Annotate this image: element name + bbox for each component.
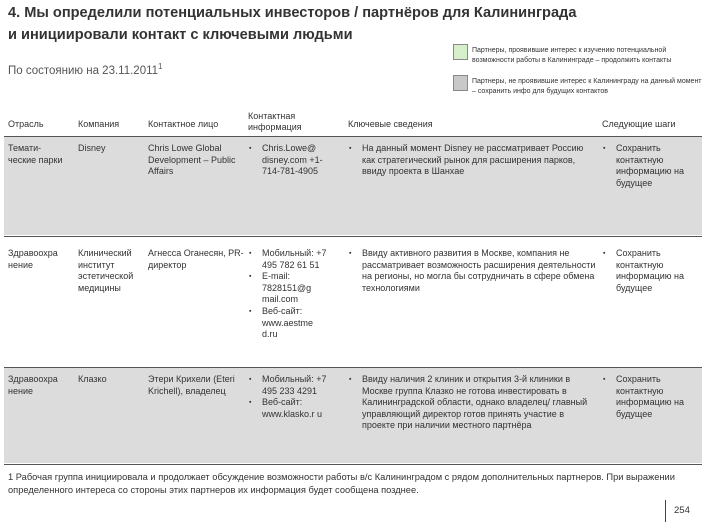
cell-key-info	[348, 374, 598, 432]
header-contact: Контактное лицо	[148, 119, 219, 129]
list-item: ▪ Мобильный: +7 495 782 61 51	[248, 248, 330, 271]
cell-next-steps	[602, 248, 698, 294]
legend-swatch-not-interested	[453, 75, 468, 91]
header-company: Компания	[78, 119, 120, 129]
subtitle	[8, 62, 162, 77]
list-item: ▪ Ввиду наличия 2 клиник и открытия 3-й клиники в Москве группа Клазко не готова инвестировать в Калининградской области, однако владелец/ главный управляющий директор готов принять участие в проекте при наличии местного партнёра	[348, 374, 598, 432]
subtitle-footnote-ref: 1	[158, 62, 163, 71]
cell-contact-info	[248, 248, 330, 341]
list-item: ▪ Ввиду активного развития в Москве, компания не рассматривает возможность расширения деятельности на регионы, но могла бы сотрудничать в сфере обмена технологиями	[348, 248, 604, 294]
cell-contact: Chris Lowe Global Development – Public Affairs	[148, 143, 236, 177]
cell-industry: Здравоохра нение	[8, 248, 58, 270]
page-number-divider	[665, 500, 666, 522]
cell-next-steps	[602, 143, 698, 189]
cell-company: Клазко	[78, 374, 107, 384]
legend-text-interested: Партнеры, проявившие интерес к изучению потенциальной возможности работы в Калининграде – продолжить контакты	[472, 47, 672, 64]
list-item: ▪ Сохранить контактную информацию на будущее	[602, 143, 698, 189]
cell-key-info	[348, 248, 604, 294]
table-bottom-divider	[4, 464, 702, 465]
cell-industry: Темати-ческие парки	[8, 143, 63, 165]
table-row	[4, 137, 702, 235]
footnote: 1 Рабочая группа инициировала и продолжает обсуждение возможности работы в/с Калининградом с рядом дополнительных партнеров. При выражении определенного интереса со стороны этих партнеров их информация будет сообщена позднее.	[8, 472, 675, 495]
page-number: 254	[674, 505, 690, 516]
list-item: ▪ Chris.Lowe@ disney.com +1-714-781-4905	[248, 143, 330, 178]
list-item: ▪ Сохранить контактную информацию на будущее	[602, 248, 698, 294]
legend-text-not-interested: Партнеры, не проявившие интерес к Калининграду на данный момент – сохранить инфо для будущих контактов	[472, 78, 702, 95]
header-key-info: Ключевые сведения	[348, 119, 433, 129]
title-line-2: и инициировали контакт с ключевыми людьми	[8, 27, 353, 43]
cell-company: Disney	[78, 143, 106, 153]
cell-contact-info	[248, 374, 330, 420]
cell-industry: Здравоохра нение	[8, 374, 58, 396]
subtitle-text: По состоянию на 23.11.2011	[8, 64, 159, 77]
header-industry: Отрасль	[8, 119, 44, 129]
cell-key-info	[348, 143, 598, 178]
list-item: ▪ Сохранить контактную информацию на будущее	[602, 374, 698, 420]
cell-next-steps	[602, 374, 698, 420]
table-row	[4, 237, 702, 366]
slide-title	[8, 2, 577, 46]
header-next-steps: Следующие шаги	[602, 119, 676, 129]
list-item: ▪ Веб-сайт: www.klasko.r u	[248, 397, 330, 420]
list-item: ▪ Веб-сайт: www.aestme d.ru	[248, 306, 330, 341]
list-item: ▪ Мобильный: +7 495 233 4291	[248, 374, 330, 397]
cell-contact: Этери Крихели (Eteri Krichell), владелец	[148, 374, 235, 396]
cell-contact: Агнесса Оганесян, PR-директор	[148, 248, 244, 270]
list-item: ▪ E-mail: 7828151@g mail.com	[248, 271, 330, 306]
header-contact-info: Контактная информация	[248, 111, 302, 132]
cell-company: Клинический институт эстетической медицины	[78, 248, 134, 293]
title-line-1: 4. Мы определили потенциальных инвесторов / партнёров для Калининграда	[8, 5, 577, 21]
list-item: ▪ На данный момент Disney не рассматривает Россию как стратегический рынок для расширения парков, ввиду проекта в Шанхае	[348, 143, 598, 178]
legend-swatch-interested	[453, 44, 468, 60]
cell-contact-info	[248, 143, 330, 178]
table-row	[4, 368, 702, 463]
